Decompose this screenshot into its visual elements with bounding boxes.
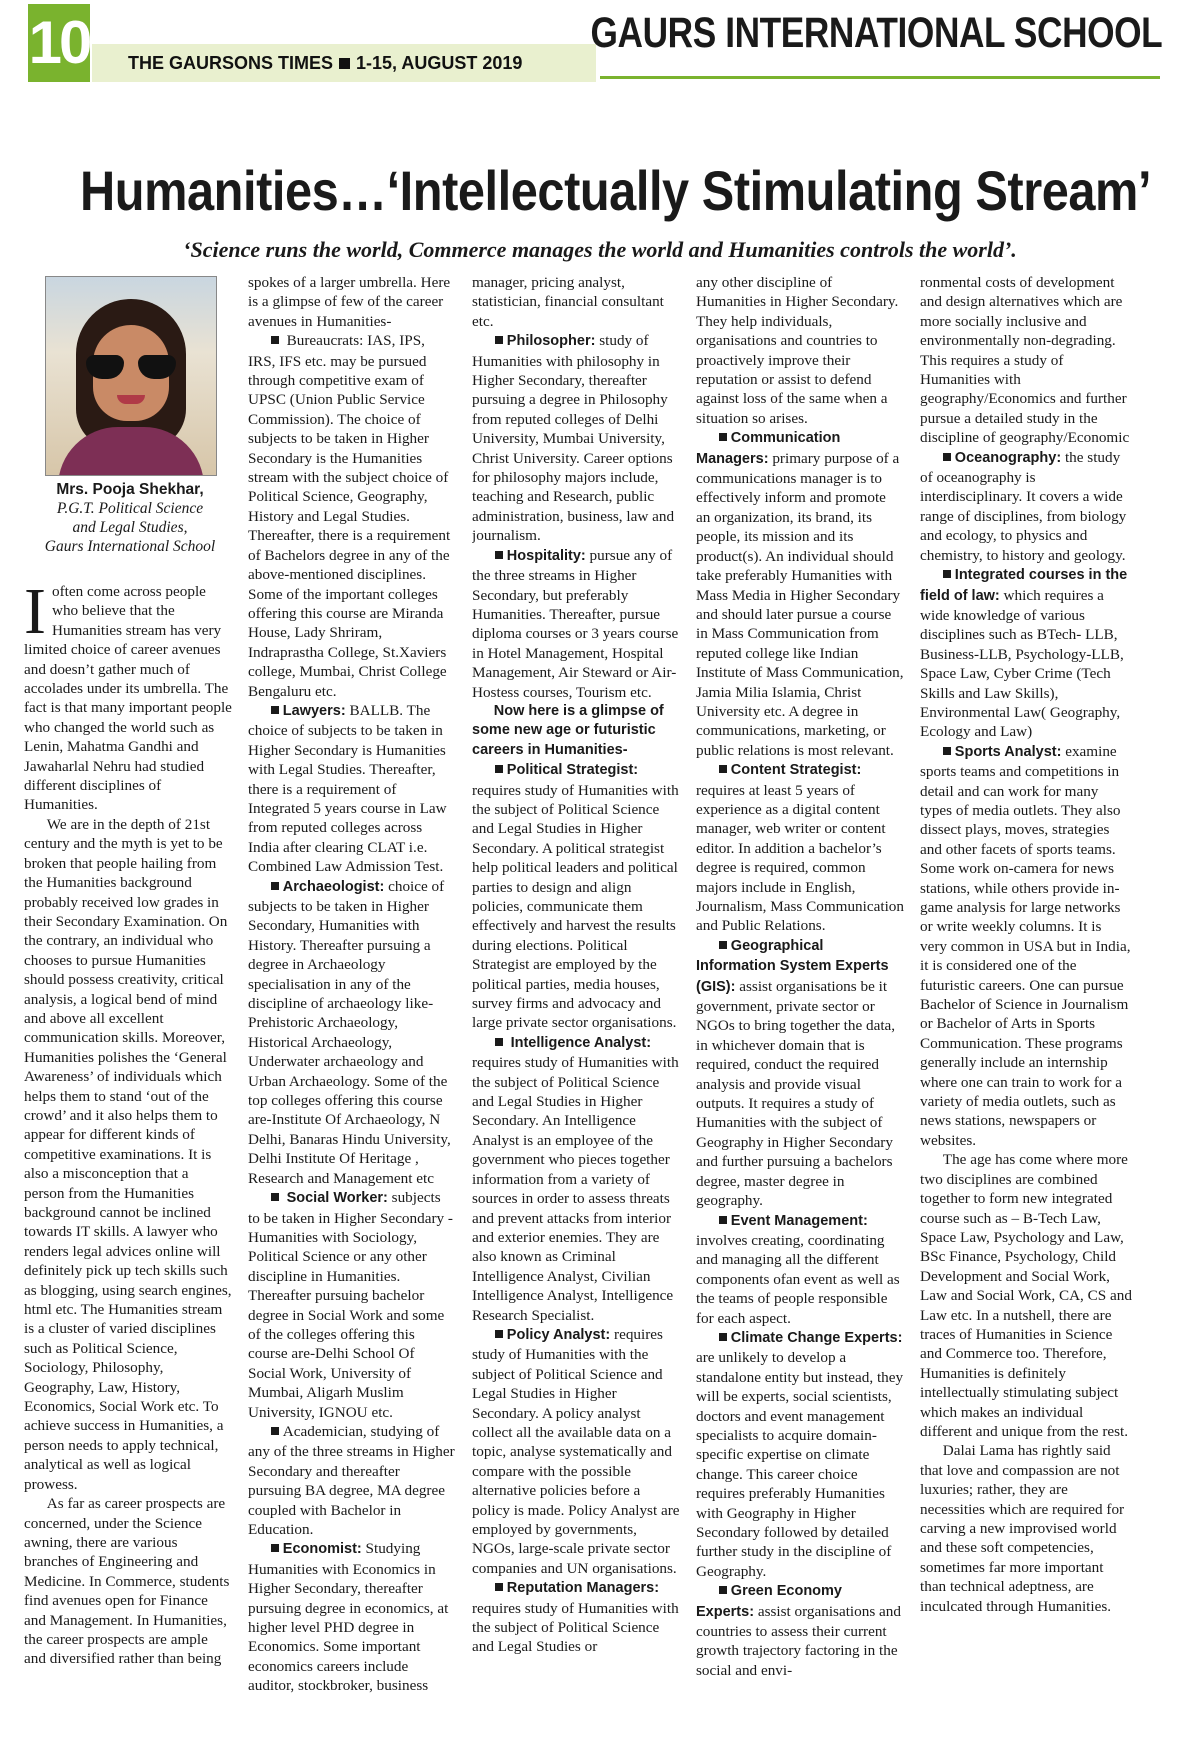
career-item: Academician, studying of any of the three streams in Higher Secondary and thereafter pursuing BA degree, MA degree coupled with Bachelor in Education. [248,1422,455,1538]
article-paragraph: spokes of a larger umbrella. Here is a glimpse of few of the career avenues in Humanities- [248,274,451,330]
square-bullet-icon [271,1427,279,1435]
square-bullet-icon [495,765,503,773]
square-bullet-icon [719,433,727,441]
career-item: Integrated courses in the field of law: which requires a wide knowledge of various disciplines such as BTech- LLB, Business-LLB, Psychology-LLB, Space Law, Cyber Crime (Tech Skills and Law Skills), Environmental Law( Geography, Ecology and Law) [920,567,1128,741]
author-photo [45,276,217,476]
square-bullet-icon [719,941,727,949]
article-column-2 [248,273,456,1753]
article-paragraph: The age has come where more two disciplines are combined together to form new integrated course such as – B-Tech Law, Space Law, Psychology and Law, BSc Finance, Psychology, Child Development and Social Work, Law and Social Work, CA, CS and Law etc. In a nutshell, there are traces of Humanities in Science and Commerce too. Therefore, Humanities is definitely intellectually stimulating subject which makes an individual different and unique from the rest. [920,1151,1132,1440]
career-item: Policy Analyst: requires study of Humanities with the subject of Political Science and Legal Studies in Higher Secondary. A policy analyst collect all the available data on a topic, analyse systematically and compare with the possible alternative policies before a policy is made. Policy Analyst are employed by governments, NGOs, large-scale private sector companies and UN organisations. [472,1325,680,1577]
headline [0,159,1200,222]
issue-banner [92,44,596,82]
square-bullet-icon [271,1544,279,1552]
square-bullet-icon [495,1330,503,1338]
article-paragraph: ronmental costs of development and design alternatives which are more socially inclusive and environmentally non-degrading. This requires a study of Humanities with geography/Economics and further pursue a detailed study in the discipline of geography/Economic [920,274,1130,447]
career-item: Lawyers: BALLB. The choice of subjects to be taken in Higher Secondary is Humanities with Legal Studies. Thereafter, there is a requirement of Integrated 5 years course in Law from reputed colleges across India after clearing CLAT i.e. Combined Law Admission Test. [248,701,447,876]
career-item: Reputation Managers: requires study of Humanities with the subject of Political Science and Legal Studies or [472,1580,679,1656]
square-bullet-icon [495,1038,503,1046]
article-paragraph: We are in the depth of 21st century and the myth is yet to be broken that people hailing from the Humanities background probably received low grades in their Secondary Examination. On the contrary, an individual who chooses to pursue Humanities should possess creativity, critical analysis, a logical bend of mind and above all excellent communication skills. Moreover, Humanities polishes the ‘General Awareness’ of individuals which helps them to stand ‘out of the crowd’ and it also helps them to appear for different kinds of competitive examinations. It is also a misconception that a person from the Humanities background cannot be inclined towards IT skills. A lawyer who renders legal advices online will definitely pick up tech skills such as blogging, using search engines, html etc. The Humanities stream is a cluster of varied disciplines such as Political Science, Sociology, Philosophy, Geography, Law, History, Economics, Social Work etc. To achieve success in Humanities, a person needs to apply technical, analytical as well as logical prowess. [24,815,232,1493]
article-column-5 [920,273,1132,1753]
drop-cap: I [24,582,46,648]
square-bullet-icon [719,1216,727,1224]
author-role: P.G.T. Political Science [56,500,204,517]
career-item: Political Strategist: requires study of Humanities with the subject of Political Science and Legal Studies in Higher Secondary. A political strategist help political leaders and political parties to design and align policies, communicate them effectively and harvest the results during elections. Political Strategist are employed by the political parties, media houses, survey firms and advocacy and large private sector organisations. [472,762,679,1032]
sunglasses-icon [86,355,176,379]
article-column-1 [24,582,232,1752]
author-byline [24,480,236,556]
article-column-3 [472,273,680,1753]
career-item: Economist: Studying Humanities with Economics in Higher Secondary, thereafter pursuing degree in economics, at higher level PHD degree in Economics. Some important economics careers include auditor, stockbroker, business [248,1540,449,1695]
author-role-2: and Legal Studies, [72,519,188,536]
square-bullet-icon [495,336,503,344]
square-bullet-icon [271,336,279,344]
career-item: Archaeologist: choice of subjects to be taken in Higher Secondary, Humanities with History. Thereafter pursuing a degree in Archaeology specialisation in any of the discipline of archaeology like-Prehistoric Archaeology, Historical Archaeology, Underwater archaeology and Urban Archaeology. Some of the top colleges offering this course are-Institute Of Archaeology, N Delhi, Banaras Hindu University, Delhi Institute Of Heritage , Research and Management etc [248,877,451,1187]
headline-text: Humanities…‘Intellectually Stimulating Stream’ [80,159,1152,222]
square-bullet-icon [943,570,951,578]
square-bullet-icon [271,706,279,714]
career-item: Content Strategist: requires at least 5 years of experience as a digital content manager, web writer or content editor. In addition a bachelor’s degree is required, common majors include in English, Journalism, Mass Communication and Public Relations. [696,762,904,935]
career-item: Climate Change Experts: are unlikely to develop a standalone entity but instead, they will be experts, social scientists, doctors and event management specialists to acquire domain-specific expertise on climate change. This career choice requires preferably Humanities with Geography in Higher Secondary followed by detailed further study in the discipline of Geography. [696,1329,904,1580]
article-column-4 [696,273,904,1753]
career-item: Geographical Information System Experts (GIS): assist organisations be it government, private sector or NGOs to bring together the data, in whichever domain that is required, conduct the required analysis and provide visual outputs. It requires a study of Humanities with the subject of Geography in Higher Secondary and further pursuing a bachelors degree, master degree in geography. [696,937,896,1210]
masthead-rule [600,76,1160,79]
square-bullet-icon [719,1586,727,1594]
subheadline: ‘Science runs the world, Commerce manages the world and Humanities controls the world’. [183,237,1017,262]
square-bullet-icon [495,1583,503,1591]
career-item: Philosopher: study of Humanities with philosophy in Higher Secondary, thereafter pursuing a degree in Philosophy from reputed colleges of Delhi University, Mumbai University, Christ University. Career options for philosophy majors include, teaching and Research, public administration, business, law and journalism. [472,332,675,545]
square-bullet-icon [495,551,503,559]
career-item: Event Management: involves creating, coordinating and managing all the different components ofan event as well as the teams of people responsible for each aspect. [696,1212,900,1327]
author-name: Mrs. Pooja Shekhar, [56,481,204,498]
career-item: Intelligence Analyst: requires study of Humanities with the subject of Political Science and Legal Studies in Higher Secondary. An Intelligence Analyst is an employee of the government who pieces together information from a variety of sources in order to assess threats and prevent attacks from interior and exterior enemies. They are also known as Criminal Intelligence Analyst, Civilian Intelligence Analyst, Intelligence Research Specialist. [472,1034,679,1324]
square-bullet-icon [271,1193,279,1201]
square-bullet-icon [719,765,727,773]
square-bullet-icon [719,1333,727,1341]
issue-date: 1-15, AUGUST 2019 [356,53,523,73]
article-paragraph: any other discipline of Humanities in Higher Secondary. They help individuals, organisations and countries to proactively improve their reputation or assist to defend against loss of the same when a situation so arises. [696,274,899,427]
square-bullet-icon [943,747,951,755]
article-paragraph: As far as career prospects are concerned, under the Science awning, there are various branches of Engineering and Medicine. In Commerce, students find avenues open for Finance and Management. In Humanities, the career prospects are ample and diversified rather than being [24,1495,230,1668]
career-item: Social Worker: subjects to be taken in Higher Secondary - Humanities with Sociology, Political Science or any other discipline in Humanities. Thereafter pursuing bachelor degree in Social Work and some of the colleges offering this course are-Delhi School Of Social Work, University of Mumbai, Aligarh Muslim University, IGNOU etc. [248,1189,453,1421]
square-bullet-icon [943,453,951,461]
author-school: Gaurs International School [44,538,216,555]
square-bullet-icon [271,882,279,890]
career-item: Oceanography: the study of oceanography is interdisciplinary. It covers a wide range of disciplines, from biology and ecology, to physics and chemistry, to history and geology. [920,448,1127,564]
newspaper-name: THE GAURSONS TIMES [128,53,334,73]
article-paragraph: Ioften come across people who believe that the Humanities stream has very limited choice of career avenues and doesn’t gather much of accolades under its umbrella. The fact is that many important people who changed the world such as Lenin, Mahatma Gandhi and Jawaharlal Nehru had studied different disciplines of Humanities. [24,582,232,814]
article-paragraph: Dalai Lama has rightly said that love and compassion are not luxuries; rather, they are necessities which are required for carving a new improvised world and these soft competencies, sometimes far more important than technical adeptness, are inculcated through Humanities. [920,1442,1125,1615]
career-item: Sports Analyst: examine sports teams and competitions in detail and can work for many types of media outlets. They also dissect plays, moves, strategies and other facets of sports teams. Some work on-camera for news stations, while others provide in-game analysis for large networks or write weekly columns. It is very common in USA but in India, it is considered one of the futuristic careers. One can pursue Bachelor of Science in Journalism or Bachelor of Arts in Sports Communication. These programs generally include an internship where one can train to work for a variety of media outlets, such as news stations, newspapers or websites. [920,742,1131,1149]
school-name: GAURS INTERNATIONAL SCHOOL [590,9,1162,57]
page-number: 10 [28,4,90,82]
career-item: Hospitality: pursue any of the three streams in Higher Secondary, but preferably Humanities. Thereafter, pursue diploma courses or 3 years course in Hotel Management, Hospital Management, Air Steward or Air-Hostess courses, Tourism etc. [472,546,679,701]
section-intro: Now here is a glimpse of some new age or futuristic careers in Humanities- [472,702,664,758]
career-item: Bureaucrats: IAS, IPS, IRS, IFS etc. may be pursued through competitive exam of UPSC (Union Public Service Commission). The choice of subjects to be taken in Higher Secondary is the Humanities stream with the subject choice of Political Science, Geography, History and Legal Studies. Thereafter, there is a requirement of Bachelors degree in any of the above-mentioned disciplines. Some of the important colleges offering this course are Miranda House, Lady Shriram, Indraprastha College, St.Xaviers college, Mumbai, Christ College Bengaluru etc. [248,332,451,700]
career-item: Green Economy Experts: assist organisations and countries to assess their current growth trajectory factoring in the social and envi- [696,1583,901,1679]
square-bullet-icon [339,58,350,69]
article-paragraph: manager, pricing analyst, statistician, financial consultant etc. [472,274,664,330]
career-item: Communication Managers: primary purpose of a communications manager is to effectively inform and promote an organization, its brand, its people, its mission and its product(s). An individual should take preferably Humanities with Mass Media in Higher Secondary and should later pursue a course in Mass Communication from reputed college like Indian Institute of Mass Communication, Jamia Milia Islamia, Christ University etc. A degree in communications, marketing, or public relations is most relevant. [696,430,904,759]
